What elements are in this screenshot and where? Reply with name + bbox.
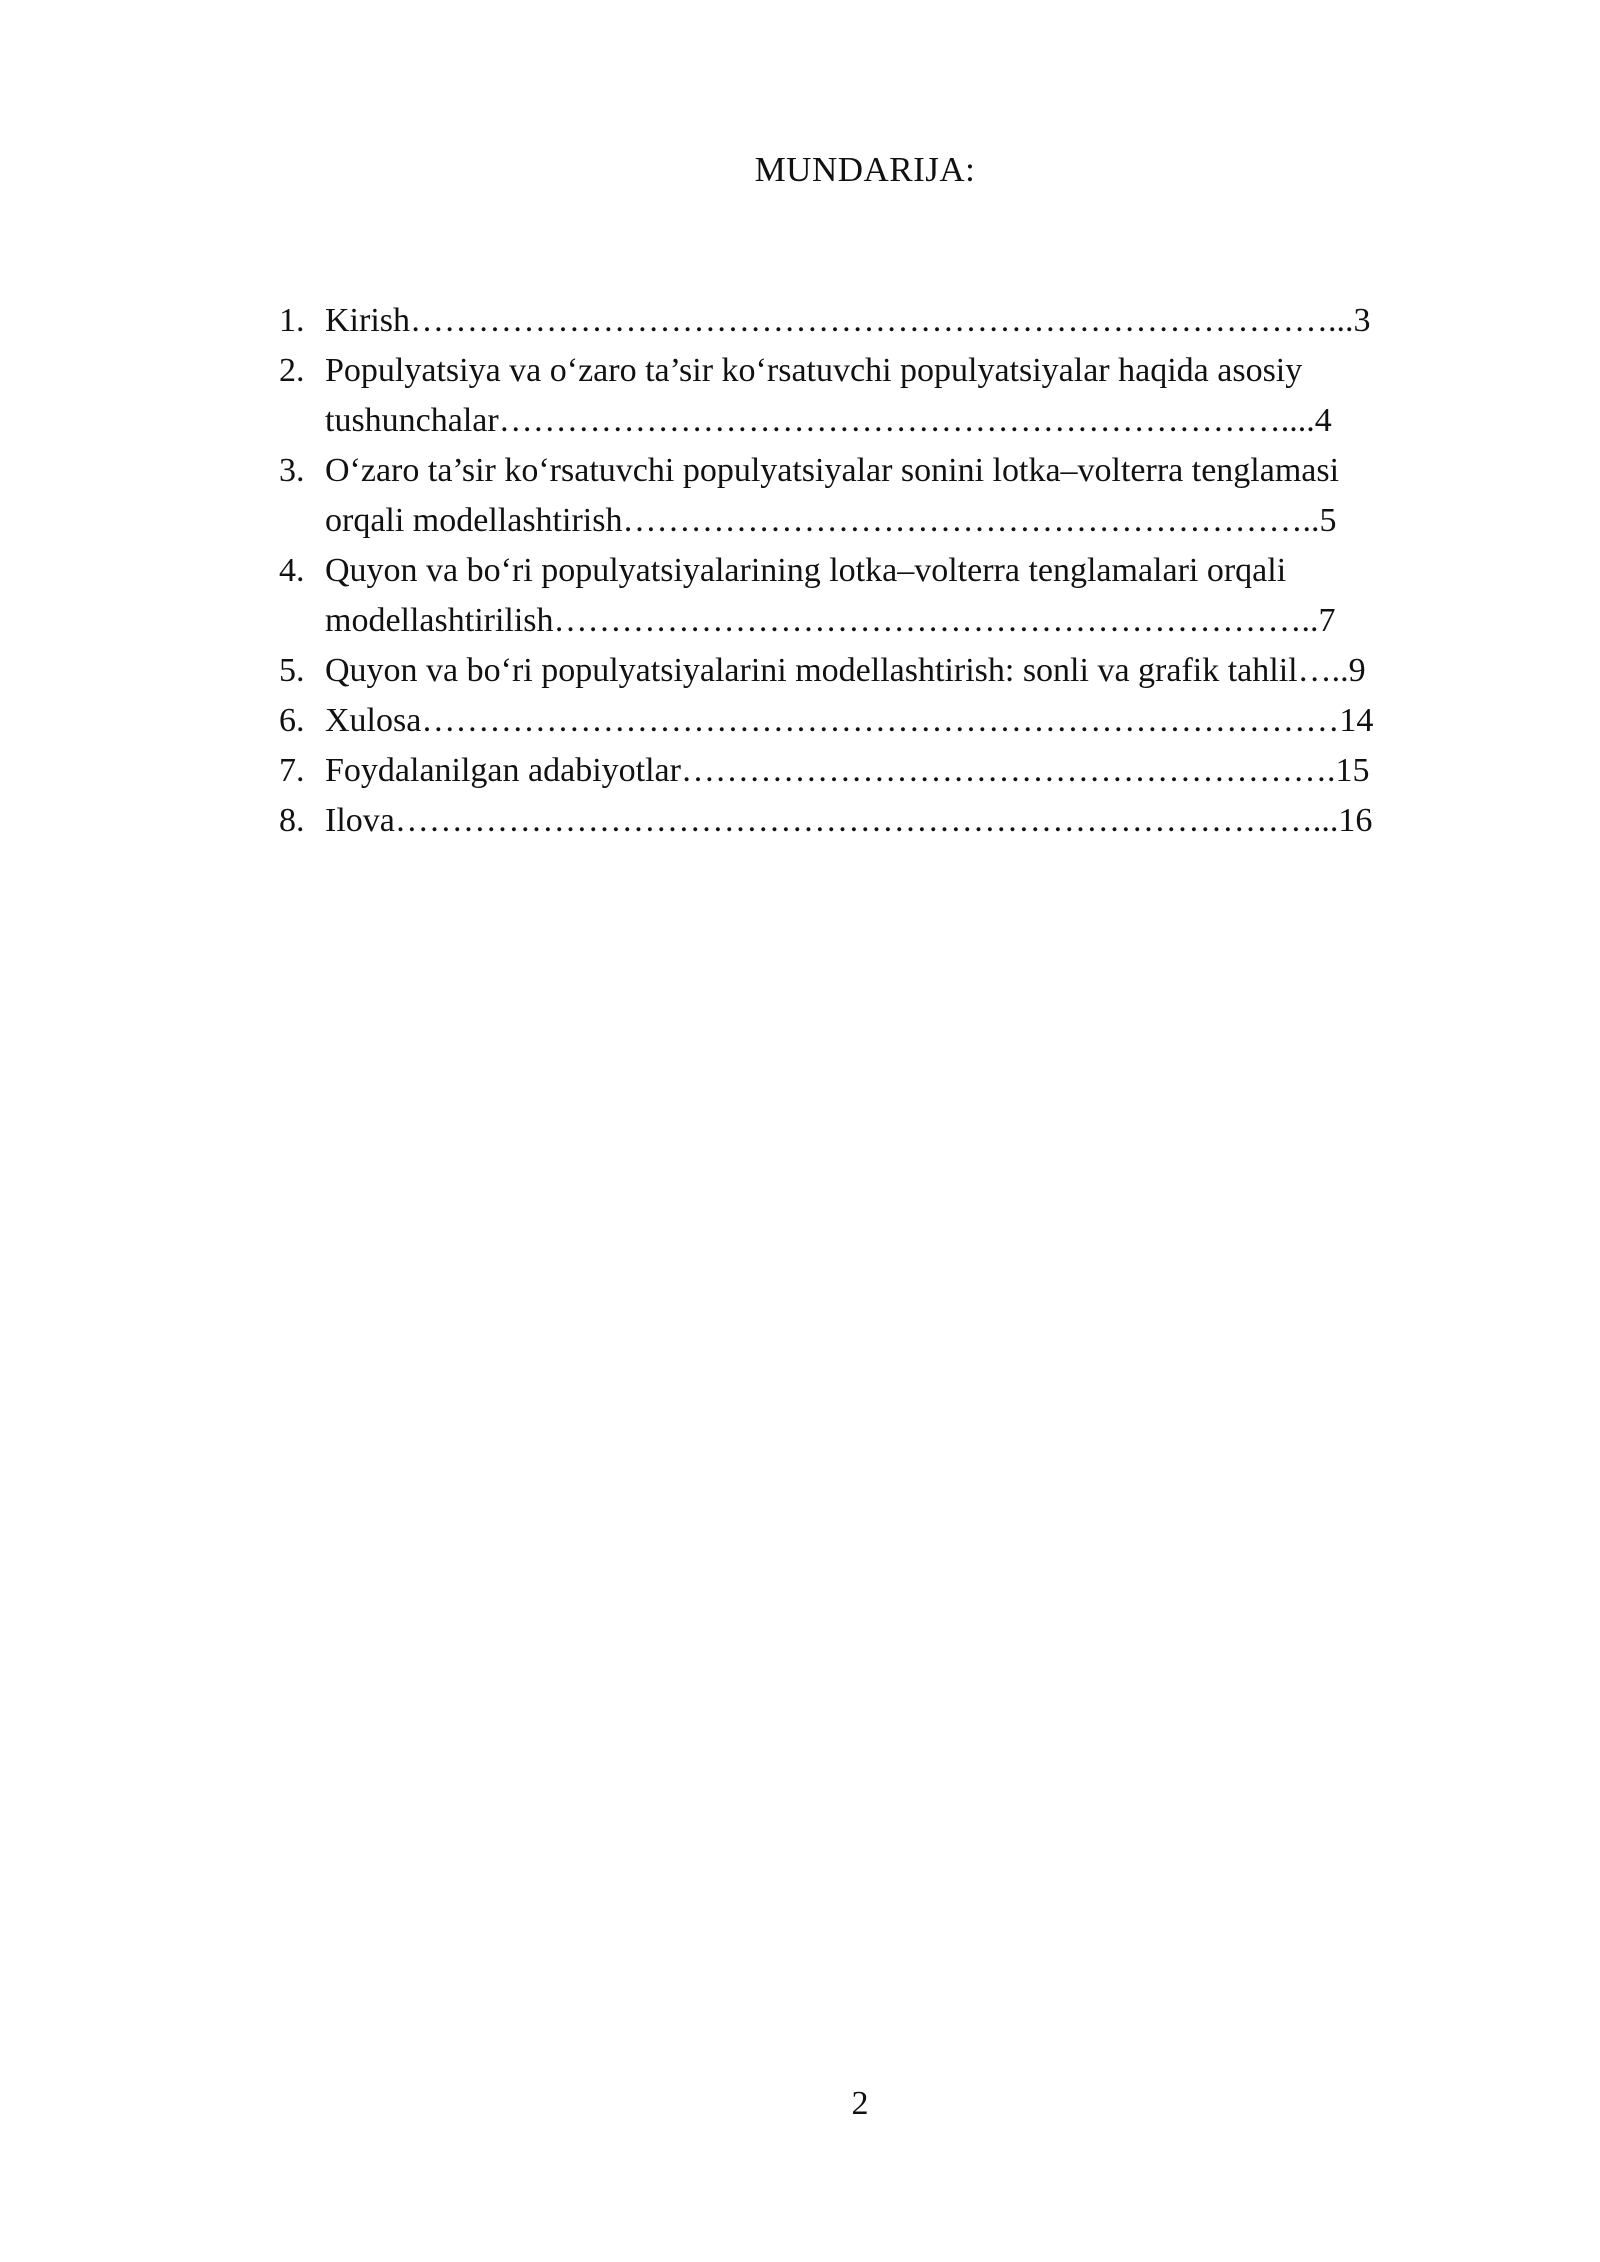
toc-item-number: 7. (279, 752, 305, 789)
toc-item-line: Ilova………………………………………………………………………...16 (325, 802, 1373, 839)
toc-item (273, 346, 1495, 446)
toc-item-line: modellashtirilish…………………………………………………………..7 (325, 602, 1336, 639)
toc-item (273, 746, 1495, 796)
table-of-contents (273, 296, 1495, 846)
toc-item-line: Quyon va bo‘ri populyatsiyalarining lotka–volterra tenglamalari orqali (325, 552, 1287, 589)
page-title: MUNDARIJA: (754, 150, 976, 189)
toc-item-line: tushunchalar……………………………………………………………....4 (325, 402, 1332, 439)
toc-item-line: Foydalanilgan adabiyotlar………………………………………………….15 (325, 752, 1370, 789)
toc-item-line: Xulosa………………………………………………………………………14 (325, 702, 1374, 739)
toc-item-number: 1. (279, 302, 305, 339)
toc-item-line: orqali modellashtirish……………………………………………………..5 (325, 502, 1337, 539)
toc-item-number: 3. (279, 452, 305, 489)
toc-item-number: 4. (279, 552, 305, 589)
toc-item-number: 2. (279, 352, 305, 389)
toc-item (273, 546, 1495, 646)
toc-item (273, 296, 1495, 346)
page-number: 2 (851, 2085, 869, 2122)
toc-item-line: Populyatsiya va o‘zaro ta’sir ko‘rsatuvchi populyatsiyalar haqida asosiy (325, 352, 1303, 389)
toc-item (273, 446, 1495, 546)
toc-item-line: O‘zaro ta’sir ko‘rsatuvchi populyatsiyalar sonini lotka–volterra tenglamasi (325, 452, 1340, 489)
toc-item-line: Quyon va bo‘ri populyatsiyalarini modellashtirish: sonli va grafik tahlil…..9 (325, 652, 1366, 689)
toc-item-number: 8. (279, 802, 305, 839)
toc-item-number: 6. (279, 702, 305, 739)
toc-item (273, 696, 1495, 746)
toc-item-line: Kirish………………………………………………………………………...3 (325, 302, 1371, 339)
toc-item (273, 646, 1495, 696)
toc-item-number: 5. (279, 652, 305, 689)
toc-item (273, 796, 1495, 846)
